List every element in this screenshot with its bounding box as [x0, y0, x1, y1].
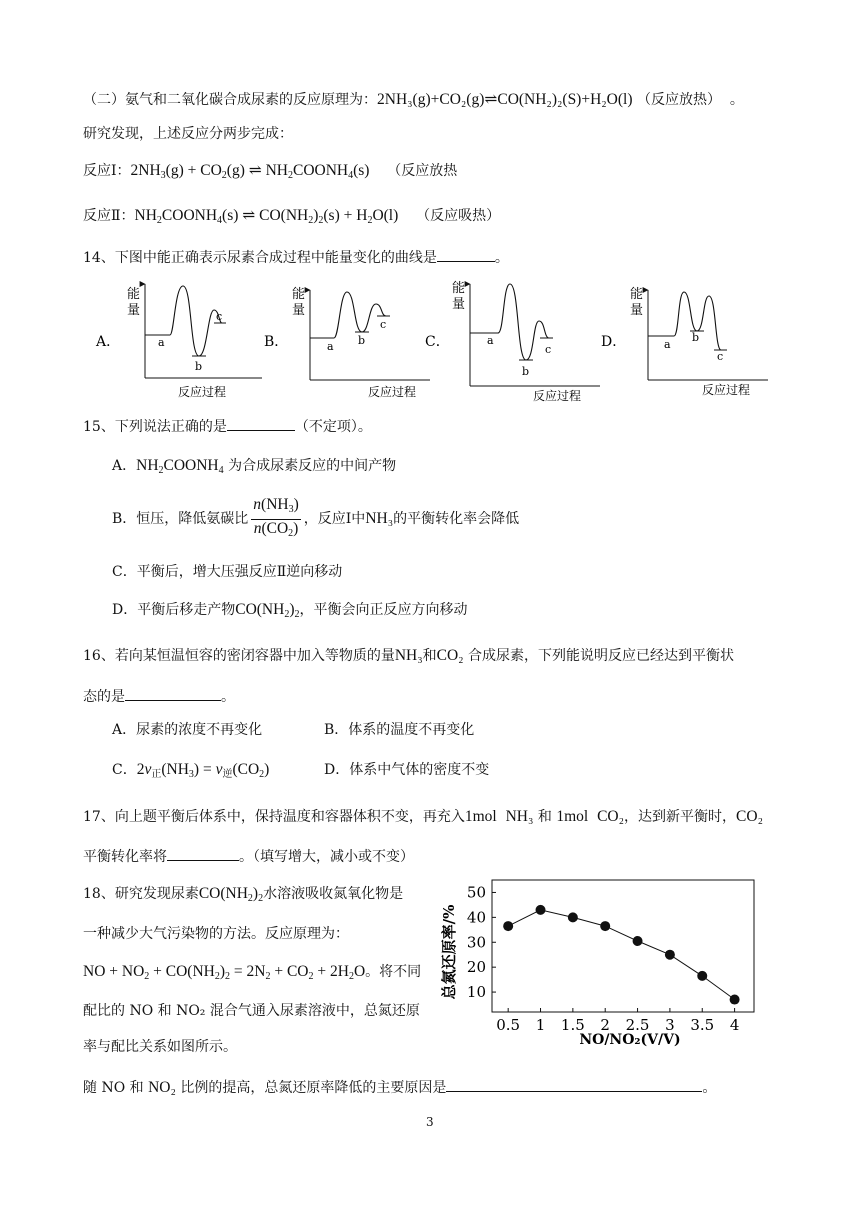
option-d-label-c: c: [717, 350, 724, 363]
overall-equation: 2NH₃(g)+CO₂(g)⇌CO(NH₂)₂(S)+H₂O(l): [377, 91, 633, 108]
q17-nh3: NH₃: [505, 808, 534, 825]
q14-answer-blank[interactable]: [437, 247, 495, 262]
nitrogen-reduction-chart: [432, 872, 772, 1052]
q17-text-1: 17、向上题平衡后体系中，保持温度和容器体积不变，再充入: [83, 809, 465, 825]
option-c-diagram[interactable]: [425, 280, 600, 403]
q15-option-b[interactable]: [112, 496, 519, 542]
nh3-co2-ratio-fraction: $\frac{n(NH_3)}{n(CO_2)}$: [253, 495, 299, 539]
q16-text-4: 态的是: [83, 689, 125, 705]
option-b-letter: B．: [264, 334, 289, 350]
option-c-label-c: c: [545, 343, 552, 356]
q16-nh3: NH₃: [394, 647, 423, 664]
q16-co2: CO₂: [436, 647, 464, 664]
q18-text-6a: 随 NO 和: [83, 1080, 144, 1096]
data-point: [536, 905, 546, 915]
q16-option-d[interactable]: D．体系中气体的密度不变: [324, 762, 490, 778]
x-tick-label: 3.5: [690, 1016, 715, 1034]
option-b-ylabel-2: 量: [292, 303, 306, 318]
option-c-xlabel: 反应过程: [533, 389, 582, 403]
option-d-label-b: b: [692, 331, 700, 344]
option-a-curve: [145, 286, 222, 356]
intro-text: （二）氨气和二氧化碳合成尿素的反应原理为：: [83, 92, 377, 108]
q17-text-4: 。（填写增大，减小或不变）: [239, 849, 414, 865]
data-point: [730, 995, 740, 1005]
reaction-2: [83, 206, 500, 231]
q16-text-3: 合成尿素，下列能说明反应已经达到平衡状: [468, 648, 735, 664]
q16-option-c[interactable]: [112, 760, 269, 785]
x-tick-label: 1.5: [560, 1016, 585, 1034]
q15-stem: [83, 416, 372, 437]
q17-mol-2: 1mol: [556, 808, 589, 825]
q14-stem: [83, 247, 509, 268]
q14-period: 。: [494, 250, 509, 266]
chart-series-line: [508, 910, 734, 1000]
q18-line-2: 一种减少大气污染物的方法。反应原理为：: [83, 926, 349, 942]
data-point: [633, 936, 643, 946]
q18-reaction-equation: NO + $NO_2 + CO(NH_2)_2 = 2N_2 + CO_2 + 2H_2O$: [83, 963, 366, 982]
option-b-curve: [310, 292, 386, 338]
y-tick-label: 50: [466, 883, 486, 902]
q18-line-6: [83, 1077, 716, 1098]
data-point: [697, 971, 707, 981]
option-d-label-a: a: [664, 338, 671, 351]
q15-a-text: 为合成尿素反应的中间产物: [228, 458, 397, 474]
q17-line-2: [83, 846, 414, 867]
q14-text: 14、下图中能正确表示尿素合成过程中能量变化的曲线是: [83, 250, 437, 266]
option-b-xlabel: 反应过程: [368, 385, 417, 399]
q15-answer-blank[interactable]: [227, 416, 295, 431]
option-b-label-a: a: [327, 340, 334, 353]
q15-b-text-1: 恒压，降低氨碳比: [136, 511, 249, 527]
q16-stem-1: [83, 646, 734, 666]
intro-line-2: 研究发现，上述反应分两步完成：: [83, 126, 293, 142]
q17-co2: CO₂: [597, 808, 625, 825]
q18-text-1b: 水溶液吸收氮氧化物是: [263, 886, 404, 902]
q18-line-4: 配比的 NO 和 NO₂ 混合气通入尿素溶液中，总氮还原: [83, 1003, 420, 1019]
option-b-ylabel-1: 能: [292, 287, 306, 302]
option-c-label-a: a: [487, 334, 494, 347]
q15-b-label: B．: [112, 511, 137, 527]
q17-mol-1: 1mol: [464, 808, 497, 825]
option-d-curve: [648, 292, 721, 350]
q17-co2-2: CO₂: [736, 808, 763, 825]
option-c-curve: [470, 284, 552, 360]
q16-c-rate-expression: $2v_正(NH_3) = v_逆(CO_2)$: [136, 761, 270, 780]
option-a-letter: A．: [96, 334, 121, 350]
chart-plot-frame: [492, 880, 754, 1012]
reaction-1-equation: $2NH_3(g) + CO_2(g)$ ⇌ $NH_2COONH_4(s)$: [130, 162, 370, 181]
q18-period: 。: [702, 1080, 717, 1096]
option-c-label-b: b: [522, 365, 530, 378]
q15-a-formula: $NH_2COONH_4$: [136, 457, 224, 476]
q18-line-3: [83, 962, 421, 987]
q15-option-c[interactable]: [112, 562, 342, 582]
q15-option-a[interactable]: [112, 456, 396, 481]
q16-answer-blank[interactable]: [125, 686, 221, 701]
q16-text-2: 和: [422, 648, 437, 664]
q15-a-label: A．: [112, 458, 137, 474]
chart-x-label: NO/NO₂(V/V): [579, 1032, 681, 1048]
q16-text-1: 16、若向某恒温恒容的密闭容器中加入等物质的量: [83, 648, 395, 664]
y-tick-label: 40: [466, 908, 486, 927]
q18-line-1: [83, 884, 403, 909]
x-tick-label: 2: [600, 1016, 610, 1034]
y-tick-label: 10: [466, 983, 486, 1002]
q17-text-3: 平衡转化率将: [83, 849, 167, 865]
q16-stem-2: [83, 686, 235, 707]
option-d-ylabel-2: 量: [630, 303, 644, 318]
q18-urea: $CO(NH_2)_2$: [198, 885, 264, 904]
q15-c-label: C．: [112, 564, 137, 580]
option-c-ylabel-1: 能: [452, 281, 466, 296]
x-tick-label: 3: [665, 1016, 675, 1034]
q17-text-2: ，达到新平衡时，: [624, 809, 737, 825]
option-c-letter: C．: [425, 334, 450, 350]
q18-answer-blank[interactable]: [446, 1077, 702, 1092]
data-point: [568, 912, 578, 922]
q15-option-d[interactable]: [112, 600, 468, 625]
q15-c-text: 平衡后，增大压强反应Ⅱ逆向移动: [136, 564, 343, 580]
option-a-xlabel: 反应过程: [178, 385, 227, 399]
q16-period: 。: [221, 689, 235, 705]
option-b-label-c: c: [380, 318, 387, 331]
intro-period: 。: [729, 92, 744, 108]
option-d-ylabel-1: 能: [630, 287, 644, 302]
q15-b-text-3: 的平衡转化率会降低: [393, 511, 520, 527]
x-tick-label: 4: [729, 1016, 740, 1034]
q15-suffix: （不定项）。: [294, 419, 372, 435]
q16-option-a[interactable]: A．尿素的浓度不再变化: [112, 722, 263, 738]
q17-line-1: [83, 807, 763, 827]
option-a-label-b: b: [195, 360, 203, 373]
option-a-label-c: c: [216, 310, 223, 323]
q14-energy-diagrams: [0, 278, 860, 408]
q17-answer-blank[interactable]: [167, 846, 239, 861]
q15-d-urea: $CO(NH_2)_2$: [235, 601, 300, 620]
q18-text-6b: 比例的提高，总氮还原率降低的主要原因是: [180, 1080, 447, 1096]
option-a-diagram[interactable]: [95, 284, 262, 399]
q15-d-label: D．: [112, 602, 138, 618]
option-a-ylabel-1: 能: [127, 287, 141, 302]
option-a-ylabel-2: 量: [127, 303, 141, 318]
q18-no2: NO₂: [148, 1079, 176, 1096]
option-c-ylabel-2: 量: [452, 297, 466, 312]
x-tick-label: 2.5: [625, 1016, 650, 1034]
option-d-diagram[interactable]: [601, 286, 768, 397]
intro-note: （反应放热）: [636, 92, 721, 108]
y-tick-label: 30: [466, 933, 486, 952]
option-b-diagram[interactable]: [264, 286, 430, 399]
q18-line-5: 率与配比关系如图所示。: [83, 1039, 237, 1055]
reaction-1-note: （反应放热: [387, 163, 458, 179]
page-number: 3: [426, 1115, 434, 1129]
q15-d-text-1: 平衡后移走产物: [137, 602, 236, 618]
reaction-1-label: 反应Ⅰ：: [83, 163, 131, 179]
reaction-1: [83, 161, 457, 186]
reaction-2-label: 反应Ⅱ：: [83, 208, 135, 224]
q17-and: 和: [537, 809, 552, 825]
intro-line-1: [83, 90, 744, 110]
chart-y-label: 总氮还原率/%: [440, 904, 458, 1000]
reaction-2-equation: $NH_2COONH_4(s)$ ⇌ $CO(NH_2)_2(s) + H_2O(l)$: [134, 207, 399, 226]
option-d-letter: D．: [601, 334, 627, 350]
data-point: [665, 950, 675, 960]
x-tick-label: 1: [535, 1016, 546, 1034]
option-b-label-b: b: [358, 334, 366, 347]
option-d-xlabel: 反应过程: [702, 383, 751, 397]
data-point: [503, 921, 513, 931]
q15-b-text-2: ，反应Ⅰ中: [303, 511, 366, 527]
x-tick-label: 0.5: [496, 1016, 521, 1034]
q15-b-nh3: NH₃: [365, 510, 394, 527]
q15-d-text-2: ，平衡会向正反应方向移动: [299, 602, 468, 618]
q16-c-label: C．: [112, 762, 137, 778]
chart-points: [503, 905, 739, 1005]
q16-option-b[interactable]: B．体系的温度不再变化: [324, 722, 475, 738]
q18-text-1a: 18、研究发现尿素: [83, 886, 199, 902]
y-tick-label: 20: [466, 958, 486, 977]
option-a-label-a: a: [158, 336, 165, 349]
q15-text: 15、下列说法正确的是: [83, 419, 227, 435]
data-point: [600, 921, 610, 931]
q18-text-3-end: 。将不同: [365, 964, 422, 980]
reaction-2-note: （反应吸热）: [416, 208, 501, 224]
